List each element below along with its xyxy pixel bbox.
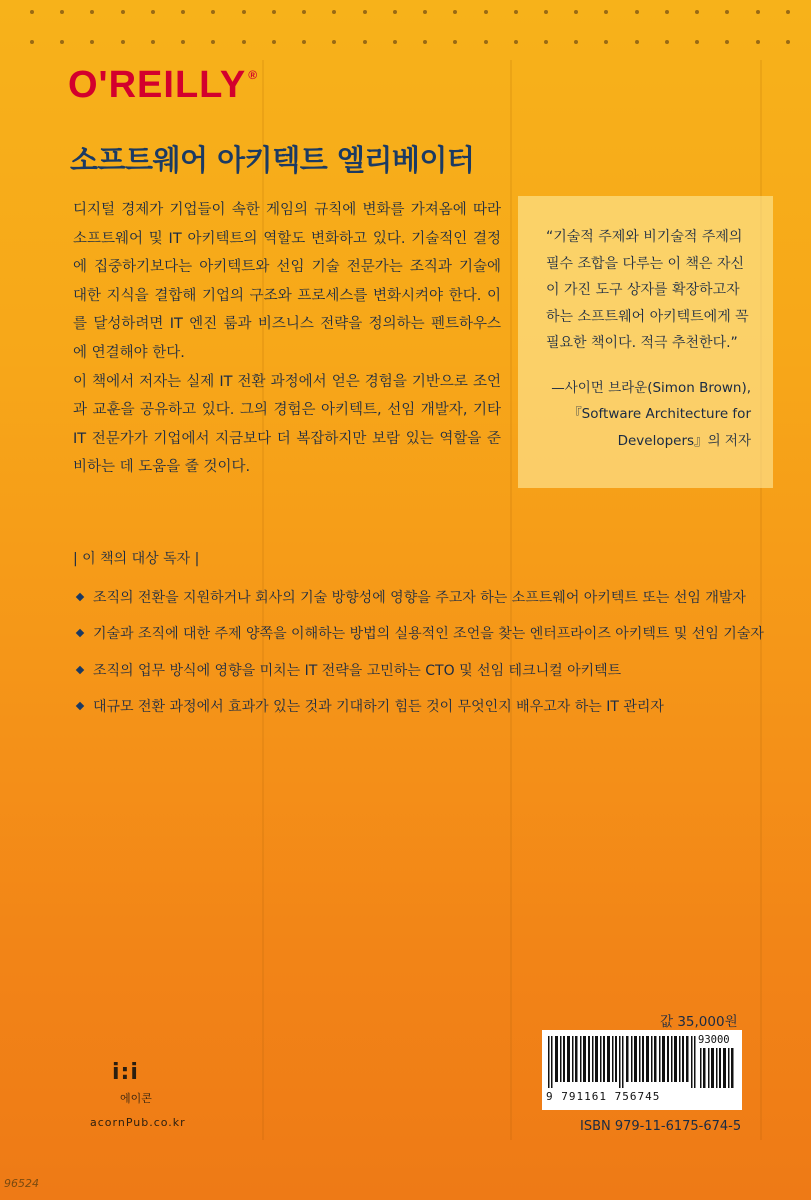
description-paragraph: 디지털 경제가 기업들이 속한 게임의 규칙에 변화를 가져옴에 따라 소프트웨어 및 IT 아키텍트의 역할도 변화하고 있다. 기술적인 결정에 집중하기보다는 아키텍트와 선임 기술 전문가는 조직과 기술에 대한 지식을 결합해 기업의 구조와 프로세스를 변화시켜야 한다. 이를 달성하려면 IT 엔진 룸과 비즈니스 전략을 정의하는 펜트하우스에 연결해야 한다. [73,202,501,361]
second-dots-row [30,40,790,52]
endorsement-quote: “기술적 주제와 비기술적 주제의 필수 조합을 다루는 이 책은 자신이 가진 도구 상자를 확장하고자 하는 소프트웨어 아키텍트에게 꼭 필요한 책이다. 적극 추천한다.” [546,229,749,351]
list-item: 대규모 전환 과정에서 효과가 있는 것과 기대하기 힘든 것이 무엇인지 배우고자 하는 IT 관리자 [73,696,764,717]
diamond-bullet-icon [76,629,84,637]
publisher-logo: O'REILLY ® [68,64,259,106]
diamond-bullet-icon [76,665,84,673]
list-item: 조직의 전환을 지원하거나 회사의 기술 방향성에 영향을 주고자 하는 소프트웨어 아키텍트 또는 선임 개발자 [73,586,764,607]
top-dots-row [30,10,790,22]
book-description [73,196,501,482]
endorsement-source: —사이먼 브라운(Simon Brown), 『Software Architecture for Developers』의 저자 [551,379,751,449]
audience-heading: | 이 책의 대상 독자 | [73,551,200,567]
barcode-icon [548,1036,696,1088]
book-title: 소프트웨어 아키텍트 엘리베이터 [70,143,475,177]
endorsement-box [518,196,773,488]
corner-mark: 96524 [4,1177,39,1190]
imprint-name: 에이콘 [120,1092,152,1105]
audience-list [73,586,764,732]
imprint-url: acornPub.co.kr [90,1116,186,1129]
isbn-label: ISBN 979-11-6175-674-5 [580,1119,742,1134]
imprint-logo: i:i [112,1060,139,1085]
list-item: 기술과 조직에 대한 주제 양쪽을 이해하는 방법의 실용적인 조언을 찾는 엔터프라이즈 아키텍트 및 선임 기술자 [73,623,764,644]
diamond-bullet-icon [76,592,84,600]
barcode-addon-number: 93000 [698,1034,730,1046]
addon-barcode-icon [700,1048,736,1088]
barcode-number: 9 791161 756745 [546,1090,661,1103]
description-paragraph: 이 책에서 저자는 실제 IT 전환 과정에서 얻은 경험을 기반으로 조언과 교훈을 공유하고 있다. 그의 경험은 아키텍트, 선임 개발자, 기타 IT 전문가가 기업에서 지금보다 더 복잡하지만 보람 있는 역할을 준비하는 데 도움을 줄 것이다. [73,373,501,476]
diamond-bullet-icon [76,702,84,710]
list-item: 조직의 업무 방식에 영향을 미치는 IT 전략을 고민하는 CTO 및 선임 테크니컬 아키텍트 [73,659,764,680]
price-label: 값 35,000원 [660,1014,738,1030]
barcode-area [542,1030,742,1110]
